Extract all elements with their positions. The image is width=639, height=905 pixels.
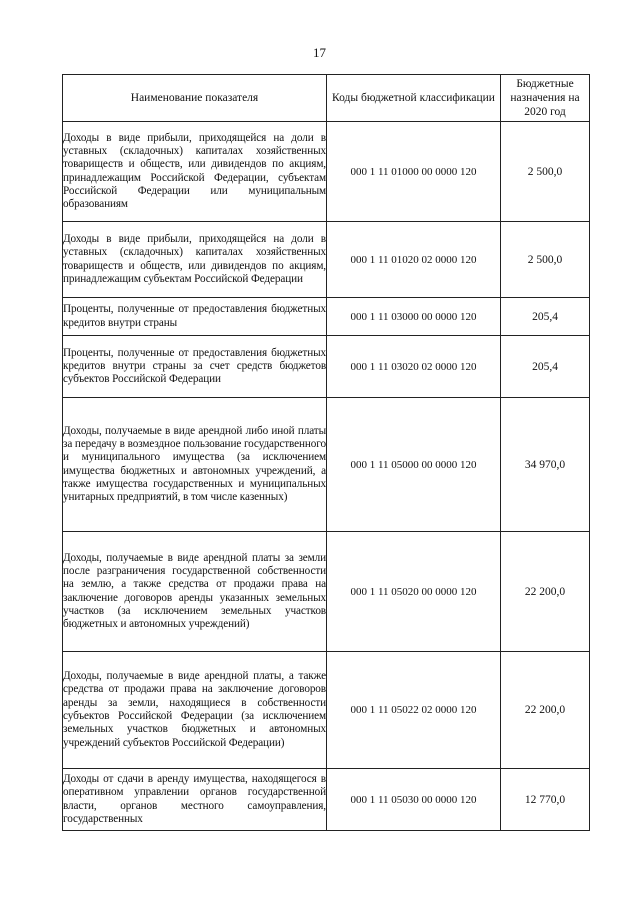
row-code: 000 1 11 05022 02 0000 120 xyxy=(327,652,501,769)
table-row xyxy=(63,769,590,831)
row-name: Доходы, получаемые в виде арендной платы за земли после разграничения государственной собственности на землю, а также средства от продажи права на заключение договоров аренды указанных земельных участков (за исключением земельных участков бюджетных и автономных учреждений) xyxy=(63,532,327,652)
table-row xyxy=(63,336,590,398)
table-row xyxy=(63,122,590,222)
page-number: 17 xyxy=(313,45,326,60)
row-amount: 2 500,0 xyxy=(501,222,590,298)
row-amount: 205,4 xyxy=(501,336,590,398)
header-code: Коды бюджетной классификации xyxy=(327,75,501,122)
table-header-row xyxy=(63,75,590,122)
row-code: 000 1 11 05030 00 0000 120 xyxy=(327,769,501,831)
table-row xyxy=(63,222,590,298)
row-code: 000 1 11 03020 02 0000 120 xyxy=(327,336,501,398)
row-name: Доходы, получаемые в виде арендной либо иной платы за передачу в возмездное пользование государственного и муниципального имущества (за исключением имущества бюджетных и автономных учреждений, а также имущества государственных и муниципальных унитарных предприятий, в том числе казенных) xyxy=(63,398,327,532)
row-code: 000 1 11 01000 00 0000 120 xyxy=(327,122,501,222)
row-amount: 2 500,0 xyxy=(501,122,590,222)
row-code: 000 1 11 03000 00 0000 120 xyxy=(327,298,501,336)
row-name: Доходы в виде прибыли, приходящейся на доли в уставных (складочных) капиталах хозяйственных товариществ и обществ, или дивидендов по акциям, принадлежащим Российской Федерации, субъектам Российской Федерации или муниципальным образованиям xyxy=(63,122,327,222)
row-amount: 22 200,0 xyxy=(501,532,590,652)
table-row xyxy=(63,532,590,652)
row-name: Проценты, полученные от предоставления бюджетных кредитов внутри страны за счет средств бюджетов субъектов Российской Федерации xyxy=(63,336,327,398)
row-name: Доходы в виде прибыли, приходящейся на доли в уставных (складочных) капиталах хозяйственных товариществ и обществ, или дивидендов по акциям, принадлежащим субъектам Российской Федерации xyxy=(63,222,327,298)
header-amount: Бюджетные назначения на 2020 год xyxy=(501,75,590,122)
table-row xyxy=(63,652,590,769)
row-code: 000 1 11 01020 02 0000 120 xyxy=(327,222,501,298)
budget-table xyxy=(62,74,590,831)
row-amount: 12 770,0 xyxy=(501,769,590,831)
row-amount: 34 970,0 xyxy=(501,398,590,532)
header-name: Наименование показателя xyxy=(63,75,327,122)
row-name: Проценты, полученные от предоставления бюджетных кредитов внутри страны xyxy=(63,298,327,336)
table-row xyxy=(63,298,590,336)
row-code: 000 1 11 05020 00 0000 120 xyxy=(327,532,501,652)
row-amount: 205,4 xyxy=(501,298,590,336)
row-name: Доходы от сдачи в аренду имущества, находящегося в оперативном управлении органов государственной власти, органов местного самоуправления, государственных xyxy=(63,769,327,831)
row-name: Доходы, получаемые в виде арендной платы, а также средства от продажи права на заключение договоров аренды за земли, находящиеся в собственности субъектов Российской Федерации (за исключением земельных участков бюджетных и автономных учреждений субъектов Российской Федерации) xyxy=(63,652,327,769)
row-amount: 22 200,0 xyxy=(501,652,590,769)
row-code: 000 1 11 05000 00 0000 120 xyxy=(327,398,501,532)
table-row xyxy=(63,398,590,532)
